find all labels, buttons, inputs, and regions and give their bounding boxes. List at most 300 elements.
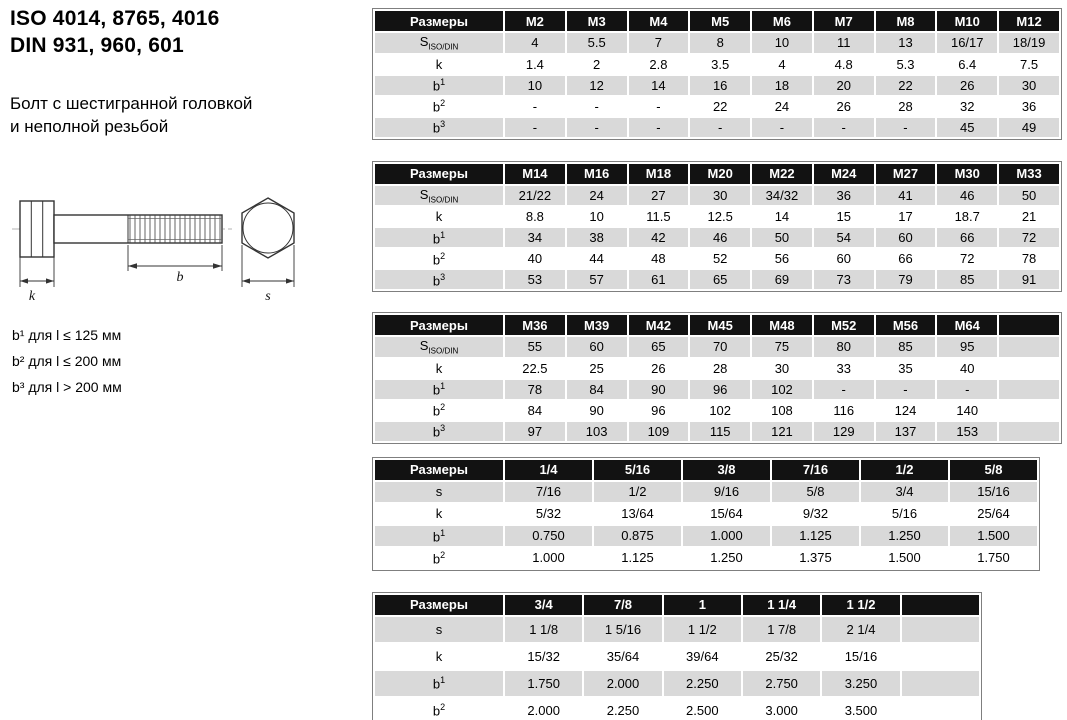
table-cell: 4.8 bbox=[814, 55, 874, 74]
table-cell: 60 bbox=[567, 337, 627, 357]
left-panel bbox=[10, 6, 368, 716]
row-label: k bbox=[375, 644, 503, 669]
column-header: M12 bbox=[999, 11, 1059, 31]
table-cell: 2.250 bbox=[584, 698, 661, 720]
row-label: s bbox=[375, 617, 503, 642]
table-cell: 4 bbox=[752, 55, 812, 74]
table-cell: 69 bbox=[752, 270, 812, 289]
table-cell: 8.8 bbox=[505, 207, 565, 226]
tables-column bbox=[372, 8, 1062, 720]
table-cell: 24 bbox=[567, 186, 627, 206]
table-row bbox=[375, 249, 1059, 268]
table-cell: 45 bbox=[937, 118, 997, 137]
table-cell: 5/32 bbox=[505, 504, 592, 524]
table-cell: 10 bbox=[752, 33, 812, 53]
table-row bbox=[375, 671, 979, 696]
table-cell: 3.250 bbox=[822, 671, 899, 696]
table-cell: 39/64 bbox=[664, 644, 741, 669]
column-header: M16 bbox=[567, 164, 627, 184]
column-header: 5/8 bbox=[950, 460, 1037, 480]
table-cell: 90 bbox=[629, 380, 689, 399]
table-cell: 18.7 bbox=[937, 207, 997, 226]
metric-table-m2-m12 bbox=[372, 8, 1062, 140]
table-cell: 70 bbox=[690, 337, 750, 357]
row-label: $b^3$ bbox=[375, 422, 503, 441]
table-cell: 7.5 bbox=[999, 55, 1059, 74]
table-row bbox=[375, 76, 1059, 95]
table-cell: 3.500 bbox=[822, 698, 899, 720]
note-b3: b³ для l > 200 мм bbox=[12, 379, 122, 395]
dim-label-s: s bbox=[265, 289, 271, 304]
table-cell: 1.000 bbox=[683, 526, 770, 546]
table-cell bbox=[902, 644, 979, 669]
column-header bbox=[999, 315, 1059, 335]
table-cell: 2.000 bbox=[584, 671, 661, 696]
table-cell: 1.500 bbox=[861, 548, 948, 568]
table-cell: - bbox=[690, 118, 750, 137]
table-cell: 2 bbox=[567, 55, 627, 74]
column-header: M7 bbox=[814, 11, 874, 31]
length-notes bbox=[12, 322, 122, 400]
table-cell: - bbox=[937, 380, 997, 399]
table-cell bbox=[999, 337, 1059, 357]
column-header: M64 bbox=[937, 315, 997, 335]
table-row bbox=[375, 97, 1059, 116]
table-cell: 26 bbox=[629, 359, 689, 378]
table-cell: 15/16 bbox=[950, 482, 1037, 502]
table-cell: 12 bbox=[567, 76, 627, 95]
table-cell: 22.5 bbox=[505, 359, 565, 378]
table-cell: 1.250 bbox=[683, 548, 770, 568]
table-cell: 5.3 bbox=[876, 55, 936, 74]
table-cell: 42 bbox=[629, 228, 689, 247]
table-cell: 34 bbox=[505, 228, 565, 247]
table-cell: 91 bbox=[999, 270, 1059, 289]
table-cell: 137 bbox=[876, 422, 936, 441]
column-header: M14 bbox=[505, 164, 565, 184]
table-cell bbox=[902, 617, 979, 642]
table-cell: 25 bbox=[567, 359, 627, 378]
table-cell: 10 bbox=[505, 76, 565, 95]
subtitle-line2: и неполной резьбой bbox=[10, 116, 169, 136]
table-row bbox=[375, 118, 1059, 137]
metric-table-m36-m64 bbox=[372, 312, 1062, 444]
row-label: $b^2$ bbox=[375, 548, 503, 568]
column-header: M6 bbox=[752, 11, 812, 31]
row-label: $b^2$ bbox=[375, 97, 503, 116]
column-header bbox=[902, 595, 979, 615]
dimension-table bbox=[372, 312, 1062, 444]
table-cell: 35/64 bbox=[584, 644, 661, 669]
table-cell: 5.5 bbox=[567, 33, 627, 53]
table-cell: 44 bbox=[567, 249, 627, 268]
table-cell: 57 bbox=[567, 270, 627, 289]
table-cell: 4 bbox=[505, 33, 565, 53]
column-header: M52 bbox=[814, 315, 874, 335]
page-title bbox=[10, 6, 220, 60]
table-cell: 15/16 bbox=[822, 644, 899, 669]
table-cell: - bbox=[505, 97, 565, 116]
table-row bbox=[375, 228, 1059, 247]
table-header-row bbox=[375, 164, 1059, 184]
table-cell: 5/16 bbox=[861, 504, 948, 524]
column-header: M27 bbox=[876, 164, 936, 184]
table-cell bbox=[902, 671, 979, 696]
table-cell: - bbox=[876, 380, 936, 399]
table-cell: - bbox=[567, 118, 627, 137]
row-label: $b^3$ bbox=[375, 118, 503, 137]
table-cell: 1.250 bbox=[861, 526, 948, 546]
table-cell: 72 bbox=[937, 249, 997, 268]
table-row bbox=[375, 644, 979, 669]
table-cell: 65 bbox=[629, 337, 689, 357]
table-cell: 10 bbox=[567, 207, 627, 226]
table-cell bbox=[999, 401, 1059, 420]
table-cell: 75 bbox=[752, 337, 812, 357]
bolt-technical-drawing bbox=[10, 191, 310, 314]
row-label: k bbox=[375, 55, 503, 74]
table-row bbox=[375, 270, 1059, 289]
row-label: k bbox=[375, 207, 503, 226]
table-cell: 17 bbox=[876, 207, 936, 226]
column-header: M56 bbox=[876, 315, 936, 335]
column-header: M8 bbox=[876, 11, 936, 31]
column-header: M22 bbox=[752, 164, 812, 184]
metric-table-m14-m33 bbox=[372, 161, 1062, 293]
table-cell: 14 bbox=[629, 76, 689, 95]
table-cell: 28 bbox=[876, 97, 936, 116]
row-label: $S_{ISO/DIN}$ bbox=[375, 337, 503, 357]
table-cell: 2.750 bbox=[743, 671, 820, 696]
dimension-table bbox=[372, 457, 1040, 571]
table-cell: 1.750 bbox=[950, 548, 1037, 568]
table-cell: 30 bbox=[690, 186, 750, 206]
table-row bbox=[375, 186, 1059, 206]
bolt-head-hex-view bbox=[242, 198, 294, 258]
column-header: M4 bbox=[629, 11, 689, 31]
table-cell: 97 bbox=[505, 422, 565, 441]
table-cell: 55 bbox=[505, 337, 565, 357]
table-cell: 116 bbox=[814, 401, 874, 420]
table-cell: 1 1/2 bbox=[664, 617, 741, 642]
table-cell: 49 bbox=[999, 118, 1059, 137]
bolt-head-side bbox=[20, 201, 54, 257]
table-cell: 18/19 bbox=[999, 33, 1059, 53]
table-cell: 2 1/4 bbox=[822, 617, 899, 642]
table-cell: 1/2 bbox=[594, 482, 681, 502]
table-cell: - bbox=[629, 97, 689, 116]
table-cell: 61 bbox=[629, 270, 689, 289]
table-cell: 28 bbox=[690, 359, 750, 378]
table-cell: 79 bbox=[876, 270, 936, 289]
table-cell: 11 bbox=[814, 33, 874, 53]
subtitle bbox=[10, 93, 252, 139]
table-cell: 36 bbox=[999, 97, 1059, 116]
table-cell: 50 bbox=[752, 228, 812, 247]
table-cell: 13 bbox=[876, 33, 936, 53]
table-cell: 85 bbox=[937, 270, 997, 289]
sizes-header-cell: Размеры bbox=[375, 11, 503, 31]
table-cell: 20 bbox=[814, 76, 874, 95]
table-cell: 1.500 bbox=[950, 526, 1037, 546]
title-din-line: DIN 931, 960, 601 bbox=[10, 33, 184, 57]
table-row bbox=[375, 504, 1037, 524]
column-header: M48 bbox=[752, 315, 812, 335]
bolt-drawing-svg bbox=[10, 191, 310, 309]
table-row bbox=[375, 207, 1059, 226]
table-cell: 22 bbox=[876, 76, 936, 95]
dim-label-b: b bbox=[176, 270, 184, 285]
thread-hatching bbox=[128, 216, 222, 243]
sizes-header-cell: Размеры bbox=[375, 164, 503, 184]
column-header: M20 bbox=[690, 164, 750, 184]
table-row bbox=[375, 401, 1059, 420]
table-cell: 78 bbox=[505, 380, 565, 399]
table-cell: 15/32 bbox=[505, 644, 582, 669]
column-header: M33 bbox=[999, 164, 1059, 184]
table-cell: 1.125 bbox=[594, 548, 681, 568]
table-row bbox=[375, 422, 1059, 441]
row-label: $S_{ISO/DIN}$ bbox=[375, 33, 503, 53]
table-cell: 140 bbox=[937, 401, 997, 420]
table-cell: 3/4 bbox=[861, 482, 948, 502]
arrowhead bbox=[213, 263, 222, 269]
table-header-row bbox=[375, 315, 1059, 335]
table-cell: - bbox=[567, 97, 627, 116]
table-cell: 38 bbox=[567, 228, 627, 247]
column-header: M30 bbox=[937, 164, 997, 184]
table-cell: 3.5 bbox=[690, 55, 750, 74]
table-cell: 27 bbox=[629, 186, 689, 206]
table-row bbox=[375, 359, 1059, 378]
table-cell: 11.5 bbox=[629, 207, 689, 226]
table-cell: 15 bbox=[814, 207, 874, 226]
column-header: 1 bbox=[664, 595, 741, 615]
table-row bbox=[375, 482, 1037, 502]
table-cell bbox=[999, 359, 1059, 378]
table-cell: 21/22 bbox=[505, 186, 565, 206]
column-header: 1/2 bbox=[861, 460, 948, 480]
table-cell: 115 bbox=[690, 422, 750, 441]
table-cell: 9/16 bbox=[683, 482, 770, 502]
table-cell: 32 bbox=[937, 97, 997, 116]
table-cell: 2.000 bbox=[505, 698, 582, 720]
table-cell: 7/16 bbox=[505, 482, 592, 502]
column-header: M3 bbox=[567, 11, 627, 31]
table-cell: 9/32 bbox=[772, 504, 859, 524]
row-label: $S_{ISO/DIN}$ bbox=[375, 186, 503, 206]
table-header-row bbox=[375, 11, 1059, 31]
row-label: $b^1$ bbox=[375, 380, 503, 399]
table-row bbox=[375, 337, 1059, 357]
table-cell: 153 bbox=[937, 422, 997, 441]
table-cell: 1.4 bbox=[505, 55, 565, 74]
table-cell: 96 bbox=[629, 401, 689, 420]
column-header: 1/4 bbox=[505, 460, 592, 480]
table-cell: 1 5/16 bbox=[584, 617, 661, 642]
table-cell: 0.875 bbox=[594, 526, 681, 546]
arrowhead bbox=[46, 278, 54, 283]
table-cell: 30 bbox=[999, 76, 1059, 95]
table-row bbox=[375, 617, 979, 642]
table-cell: 1 7/8 bbox=[743, 617, 820, 642]
table-cell: 103 bbox=[567, 422, 627, 441]
column-header: M24 bbox=[814, 164, 874, 184]
table-cell: 35 bbox=[876, 359, 936, 378]
table-cell: 1.125 bbox=[772, 526, 859, 546]
table-cell: 66 bbox=[937, 228, 997, 247]
row-label: $b^2$ bbox=[375, 249, 503, 268]
table-cell: 2.8 bbox=[629, 55, 689, 74]
sizes-header-cell: Размеры bbox=[375, 595, 503, 615]
table-cell bbox=[999, 422, 1059, 441]
table-cell: 1 1/8 bbox=[505, 617, 582, 642]
table-cell: 6.4 bbox=[937, 55, 997, 74]
table-cell: 96 bbox=[690, 380, 750, 399]
arrowhead bbox=[286, 278, 294, 283]
column-header: M10 bbox=[937, 11, 997, 31]
table-cell: 21 bbox=[999, 207, 1059, 226]
row-label: $b^2$ bbox=[375, 698, 503, 720]
table-cell: 95 bbox=[937, 337, 997, 357]
table-cell: 41 bbox=[876, 186, 936, 206]
table-cell: - bbox=[814, 118, 874, 137]
table-cell: 12.5 bbox=[690, 207, 750, 226]
table-cell: 14 bbox=[752, 207, 812, 226]
column-header: 5/16 bbox=[594, 460, 681, 480]
table-cell: 40 bbox=[937, 359, 997, 378]
dimension-table bbox=[372, 592, 982, 720]
column-header: 3/8 bbox=[683, 460, 770, 480]
table-cell: 22 bbox=[690, 97, 750, 116]
table-cell: 36 bbox=[814, 186, 874, 206]
row-label: s bbox=[375, 482, 503, 502]
table-cell: - bbox=[505, 118, 565, 137]
table-cell: 54 bbox=[814, 228, 874, 247]
column-header: M18 bbox=[629, 164, 689, 184]
table-cell: 48 bbox=[629, 249, 689, 268]
table-cell: 26 bbox=[937, 76, 997, 95]
column-header: M42 bbox=[629, 315, 689, 335]
table-cell: 129 bbox=[814, 422, 874, 441]
table-cell bbox=[902, 698, 979, 720]
table-cell: 65 bbox=[690, 270, 750, 289]
column-header: M36 bbox=[505, 315, 565, 335]
table-cell: 90 bbox=[567, 401, 627, 420]
table-cell: 109 bbox=[629, 422, 689, 441]
table-cell: - bbox=[629, 118, 689, 137]
note-b2: b² для l ≤ 200 мм bbox=[12, 353, 122, 369]
table-cell: 33 bbox=[814, 359, 874, 378]
table-cell: 16 bbox=[690, 76, 750, 95]
table-cell: 66 bbox=[876, 249, 936, 268]
table-cell: 34/32 bbox=[752, 186, 812, 206]
inch-table-quarter-to-5-8 bbox=[372, 457, 1040, 571]
table-cell: 56 bbox=[752, 249, 812, 268]
table-row bbox=[375, 55, 1059, 74]
table-row bbox=[375, 380, 1059, 399]
table-row bbox=[375, 33, 1059, 53]
table-cell: 3.000 bbox=[743, 698, 820, 720]
row-label: k bbox=[375, 359, 503, 378]
dimension-table bbox=[372, 161, 1062, 293]
table-cell: 60 bbox=[876, 228, 936, 247]
table-cell: 0.750 bbox=[505, 526, 592, 546]
table-cell: 53 bbox=[505, 270, 565, 289]
table-cell bbox=[999, 380, 1059, 399]
table-cell: 2.500 bbox=[664, 698, 741, 720]
row-label: $b^3$ bbox=[375, 270, 503, 289]
table-cell: 60 bbox=[814, 249, 874, 268]
row-label: $b^1$ bbox=[375, 76, 503, 95]
column-header: 3/4 bbox=[505, 595, 582, 615]
table-cell: 52 bbox=[690, 249, 750, 268]
table-cell: - bbox=[752, 118, 812, 137]
table-cell: 84 bbox=[505, 401, 565, 420]
column-header: 7/8 bbox=[584, 595, 661, 615]
table-cell: 78 bbox=[999, 249, 1059, 268]
table-cell: 26 bbox=[814, 97, 874, 116]
table-cell: 25/32 bbox=[743, 644, 820, 669]
arrowhead bbox=[242, 278, 250, 283]
table-cell: 5/8 bbox=[772, 482, 859, 502]
table-cell: 72 bbox=[999, 228, 1059, 247]
title-iso-line: ISO 4014, 8765, 4016 bbox=[10, 7, 220, 30]
row-label: k bbox=[375, 504, 503, 524]
column-header: M45 bbox=[690, 315, 750, 335]
table-cell: 108 bbox=[752, 401, 812, 420]
table-row bbox=[375, 548, 1037, 568]
table-cell: 1.375 bbox=[772, 548, 859, 568]
table-cell: 15/64 bbox=[683, 504, 770, 524]
column-header: M5 bbox=[690, 11, 750, 31]
table-cell: 8 bbox=[690, 33, 750, 53]
column-header: M2 bbox=[505, 11, 565, 31]
arrowhead bbox=[128, 263, 137, 269]
sizes-header-cell: Размеры bbox=[375, 315, 503, 335]
note-b1: b¹ для l ≤ 125 мм bbox=[12, 327, 122, 343]
inch-table-3-4-to-1-1-2 bbox=[372, 592, 982, 720]
table-cell: 121 bbox=[752, 422, 812, 441]
table-cell: 50 bbox=[999, 186, 1059, 206]
column-header: 1 1/2 bbox=[822, 595, 899, 615]
table-cell: 102 bbox=[690, 401, 750, 420]
table-cell: 25/64 bbox=[950, 504, 1037, 524]
table-cell: 24 bbox=[752, 97, 812, 116]
row-label: $b^1$ bbox=[375, 228, 503, 247]
row-label: $b^1$ bbox=[375, 526, 503, 546]
table-row bbox=[375, 526, 1037, 546]
table-cell: 85 bbox=[876, 337, 936, 357]
table-cell: 73 bbox=[814, 270, 874, 289]
table-cell: 7 bbox=[629, 33, 689, 53]
table-cell: 84 bbox=[567, 380, 627, 399]
table-row bbox=[375, 698, 979, 720]
table-cell: 18 bbox=[752, 76, 812, 95]
column-header: 1 1/4 bbox=[743, 595, 820, 615]
table-cell: 102 bbox=[752, 380, 812, 399]
column-header: 7/16 bbox=[772, 460, 859, 480]
table-cell: 1.750 bbox=[505, 671, 582, 696]
dim-label-k: k bbox=[28, 289, 36, 304]
subtitle-line1: Болт с шестигранной головкой bbox=[10, 94, 253, 113]
table-cell: 16/17 bbox=[937, 33, 997, 53]
sizes-header-cell: Размеры bbox=[375, 460, 503, 480]
row-label: $b^2$ bbox=[375, 401, 503, 420]
dimension-table bbox=[372, 8, 1062, 140]
table-cell: - bbox=[814, 380, 874, 399]
table-cell: 1.000 bbox=[505, 548, 592, 568]
